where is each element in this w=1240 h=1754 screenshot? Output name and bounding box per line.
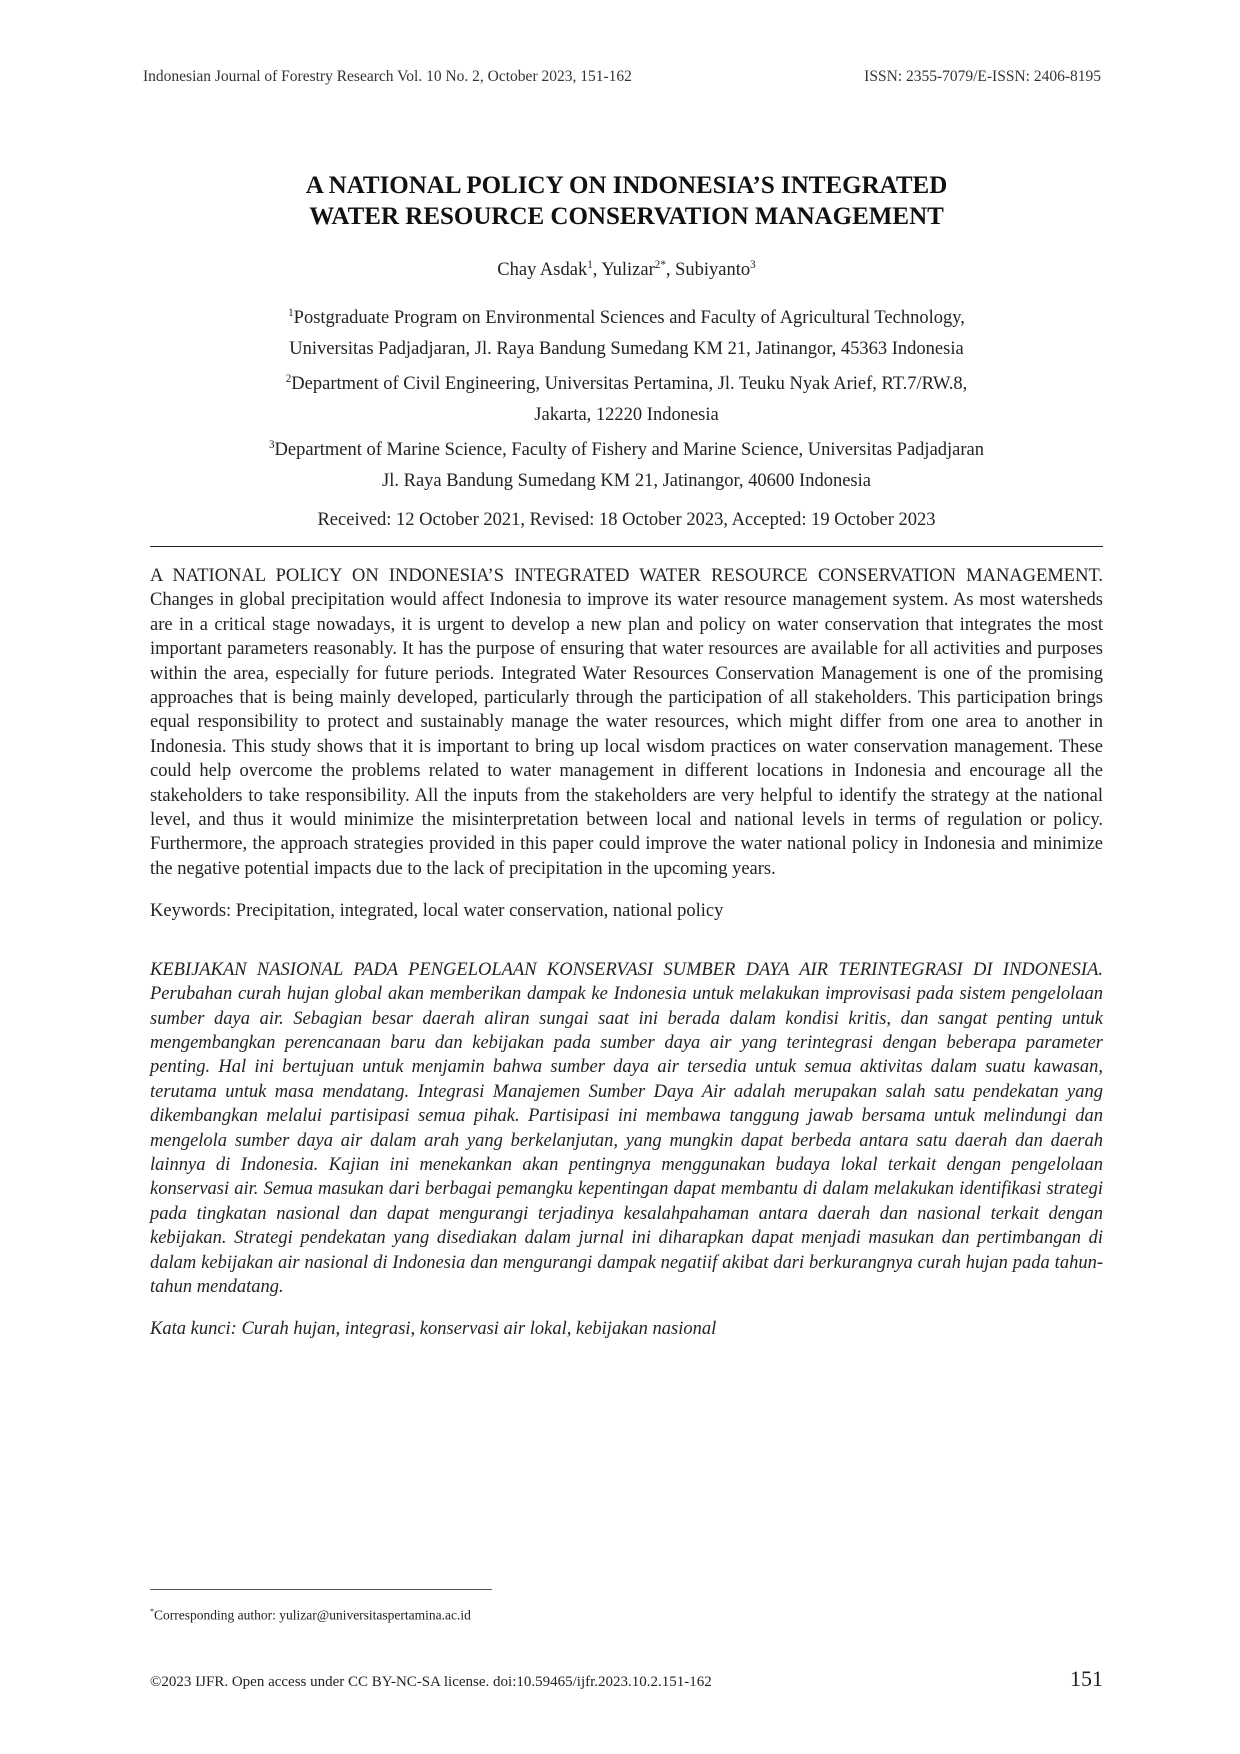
header-divider [150, 546, 1103, 547]
keywords-indonesian: Kata kunci: Curah hujan, integrasi, konservasi air lokal, kebijakan nasional [150, 1319, 717, 1340]
corresponding-author: Corresponding author: yulizar@universitaspertamina.ac.id [154, 1607, 471, 1623]
author-mark: 2* [654, 259, 666, 271]
running-header-issn: ISSN: 2355-7079/E-ISSN: 2406-8195 [864, 68, 1101, 85]
title-line: WATER RESOURCE CONSERVATION MANAGEMENT [309, 203, 944, 230]
author-name: Subiyanto [675, 260, 751, 281]
affiliation-line: Jl. Raya Bandung Sumedang KM 21, Jatinangor, 40600 Indonesia [382, 470, 871, 491]
affiliation-line [150, 430, 1103, 466]
paper-title [150, 170, 1103, 232]
author-list: Chay Asdak$^1$, Yulizar$^{2*}$, Subiyanto$^3$ [497, 259, 756, 281]
author-name: Chay Asdak [497, 260, 588, 281]
affiliation-text: Department of Civil Engineering, Universitas Pertamina, Jl. Teuku Nyak Arief, RT.7/RW.8, [291, 374, 968, 395]
abstract-section [150, 564, 1103, 1342]
abstract-indonesian: KEBIJAKAN NASIONAL PADA PENGELOLAAN KONSERVASI SUMBER DAYA AIR TERINTEGRASI DI INDONESIA. Perubahan curah hujan global akan memberikan dampak ke Indonesia untuk melakukan improvisasi pada sistem pengelolaan sumber daya air. Sebagian besar daerah aliran sungai saat ini berada dalam kondisi kritis, dan sangat penting untuk mengembangkan perencanaan baru dan kebijakan pada sumber daya air yang terintegrasi dengan beberapa parameter penting. Hal ini bertujuan untuk menjamin bahwa sumber daya air tersedia untuk semua aktivitas dalam suatu kawasan, terutama untuk masa mendatang. Integrasi Manajemen Sumber Daya Air adalah merupakan salah satu pendekatan yang dikembangkan melalui partisipasi semua pihak. Partisipasi ini membawa tanggung jawab bersama untuk melindungi dan mengelola sumber daya air dalam arah yang berkelanjutan, yang mungkin dapat berbeda antara satu daerah dan daerah lainnya di Indonesia. Kajian ini menekankan akan pentingnya menggunakan budaya lokal terkait dengan pengelolaan konservasi air. Semua masukan dari berbagai pemangku kepentingan dapat membantu di dalam melakukan identifikasi strategi pada tingkatan nasional dan dapat mengurangi terjadinya kesalahpahaman antara daerah dan nasional terkait dengan kebijakan. Strategi pendekatan yang disediakan dalam jurnal ini diharapkan dapat menjadi masukan dan pertimbangan di dalam kebijakan air nasional di Indonesia dan mengurangi dampak negatiif akibat dari berkurangnya curah hujan pada tahun-tahun mendatang. [150, 959, 1103, 1297]
affiliation-text: Department of Marine Science, Faculty of Fishery and Marine Science, Universitas Padjadjaran [274, 440, 984, 461]
affiliation-text: Postgraduate Program on Environmental Sciences and Faculty of Agricultural Technology, [293, 308, 965, 329]
footnote-divider [150, 1589, 492, 1590]
keywords-english: Keywords: Precipitation, integrated, local water conservation, national policy [150, 901, 724, 922]
title-line: A NATIONAL POLICY ON INDONESIA’S INTEGRATED [305, 172, 948, 199]
affiliation-line: Universitas Padjadjaran, Jl. Raya Bandung Sumedang KM 21, Jatinangor, 45363 Indonesia [289, 338, 964, 359]
affiliation-line [150, 364, 1103, 400]
received-dates: Received: 12 October 2021, Revised: 18 October 2023, Accepted: 19 October 2023 [317, 510, 936, 530]
running-header-journal: Indonesian Journal of Forestry Research Vol. 10 No. 2, October 2023, 151-162 [143, 68, 632, 85]
affiliation-mark: 3 [269, 439, 275, 452]
affiliation-line: Jakarta, 12220 Indonesia [534, 404, 719, 425]
abstract-english: A NATIONAL POLICY ON INDONESIA’S INTEGRATED WATER RESOURCE CONSERVATION MANAGEMENT. Changes in global precipitation would affect Indonesia to improve its water resource management system. As most watersheds are in a critical stage nowadays, it is urgent to develop a new plan and policy on water conservation that integrates the most important parameters reasonably. It has the purpose of ensuring that water resources are available for all activities and purposes within the area, especially for future periods. Integrated Water Resources Conservation Management is one of the promising approaches that is being mainly developed, particularly through the participation of all stakeholders. This participation brings equal responsibility to protect and sustainably manage the water resources, which might differ from one area to another in Indonesia. This study shows that it is important to bring up local wisdom practices on water conservation management. These could help overcome the problems related to water management in different locations in Indonesia and encourage all the stakeholders to take responsibility. All the inputs from the stakeholders are very helpful to identify the strategy at the national level, and thus it would minimize the misinterpretation between local and national levels in terms of regulation or policy. Furthermore, the approach strategies provided in this paper could improve the water national policy in Indonesia and minimize the negative potential impacts due to the lack of precipitation in the upcoming years. [150, 566, 1103, 879]
affiliation-mark: 2 [285, 373, 292, 386]
footer-license: ©2023 IJFR. Open access under CC BY-NC-SA license. doi:10.59465/ijfr.2023.10.2.151-162 [150, 1674, 712, 1690]
affiliation-line [150, 298, 1103, 334]
author-mark: 1 [587, 259, 593, 271]
author-name: Yulizar [601, 260, 655, 281]
affiliation-mark: 1 [288, 307, 294, 319]
footnote [150, 1607, 471, 1624]
page-number: 151 [1070, 1666, 1103, 1691]
author-mark: 3 [750, 259, 756, 271]
affiliations [150, 298, 1103, 496]
footnote-mark: * [150, 1607, 155, 1616]
